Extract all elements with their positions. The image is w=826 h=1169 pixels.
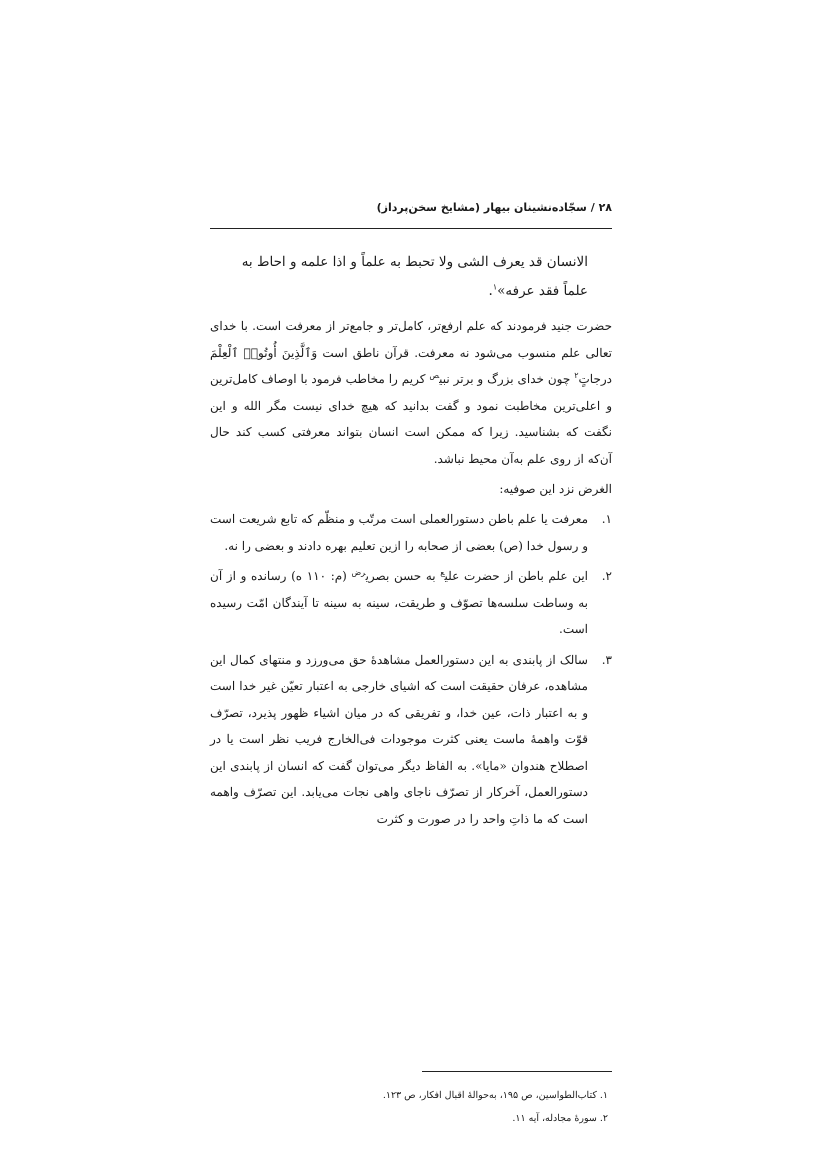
list-item	[210, 647, 612, 833]
page	[210, 200, 612, 1124]
list-item-text: سالک از پابندی به این دستورالعمل مشاهدهٔ حق می‌ورزد و منتهای کمال این مشاهده، عرفان حقیقت است که اشیای خارجی به اعتبار تعیّن غیر خدا است و به اعتبار ذات، عین خدا، و تفریقی که در میان اشیاء ظهور پذیرد، تصرّف قوّت واهمهٔ ماست یعنی کثرت موجودات فی‌الخارج فریب نظر است یا در اصطلاح هندوان «مایا». به الفاظ دیگر می‌توان گفت که انسان از پابندی این دستورالعمل، آخرکار از تصرّف ناجای واهی نجات می‌یابد. این تصرّف واهمه است که ما ذاتِ واحد را در صورت و کثرت	[210, 652, 588, 826]
arabic-quote	[210, 248, 612, 306]
list-item-number: ۲.	[601, 569, 612, 583]
paragraph-2: الغرض نزد این صوفیه:	[499, 482, 612, 496]
honorific-saw: ص	[429, 371, 440, 380]
list-item	[210, 563, 612, 643]
page-body	[210, 248, 612, 836]
list-item-number: ۱.	[601, 512, 612, 526]
running-header: ۲۸ / سجّاده‌نشینان بیهار (مشایخ سخن‌پرداز)	[376, 201, 612, 214]
footnote-1: ۱. کتاب‌الطواسین، ص ۱۹۵، به‌حوالهٔ اقبال افکار، ص ۱۲۳.	[382, 1090, 608, 1101]
list-item-text: معرفت یا علم باطن دستورالعملی است مرتّب و منظّم که تابع شریعت است و رسول خدا (ص) بعضی از صحابه را ازین تعلیم بهره دادند و بعضی را نه.	[210, 512, 588, 553]
list-item	[210, 506, 612, 559]
paragraph-1-part-1: حضرت جنید فرمودند که علم ارفع‌تر، کامل‌تر و جامع‌تر از معرفت است. با خدای تعالی علم منسوب می‌شود نه معرفت. قرآن ناطق است وَٱلَّذِینَ أُوتُوا۟ ٱلْعِلْمَ درجاتٍ	[210, 319, 612, 386]
quote-line-2-text: علماً فقد عرفه»	[497, 283, 588, 299]
list-item-text: به حسن بصری	[365, 569, 441, 583]
paragraph-1-part-3: کریم را مخاطب فرمود با اوصاف کامل‌ترین و اعلی‌ترین مخاطبت نمود و گفت بدانید که هیچ خدای نیست مگر الله و این نگفت که بشناسید. زیرا که ممکن است انسان بتواند معرفتی کسب کند حال آن‌که از روی علم به‌آن محیط نباشد.	[210, 372, 612, 466]
quote-line-2-end: .	[488, 283, 493, 299]
footnote-rule	[422, 1071, 612, 1072]
quote-line-2	[210, 277, 588, 306]
paragraph-1	[210, 313, 612, 472]
list-item-number: ۳.	[601, 652, 612, 667]
footnote-2: ۲. سورهٔ مجادله، آیه ۱۱.	[512, 1113, 608, 1124]
footnotes	[210, 1084, 612, 1130]
footnote-ref-1: ۱	[492, 282, 498, 292]
list-item-text: این علم باطن از حضرت علی	[444, 569, 589, 583]
list-item-text: (م: ۱۱۰ ه) رسانده و از آن به وساطت سلسه‌ها تصوّف و طریقت، سینه به سینه تا آیندگان امّت رسیده است.	[210, 569, 588, 636]
paragraph-1-part-2: چون خدای بزرگ و برتر نبی	[439, 372, 575, 386]
quote-line-1: الانسان قد یعرف الشی ولا تحبط به علماً و اذا علمه و احاط به	[241, 254, 588, 270]
honorific-rz: رض	[351, 568, 366, 577]
header-rule	[210, 228, 612, 229]
footnote-ref-2: ۲	[574, 371, 579, 380]
numbered-list	[210, 506, 612, 832]
honorific-as: ع	[440, 568, 445, 577]
